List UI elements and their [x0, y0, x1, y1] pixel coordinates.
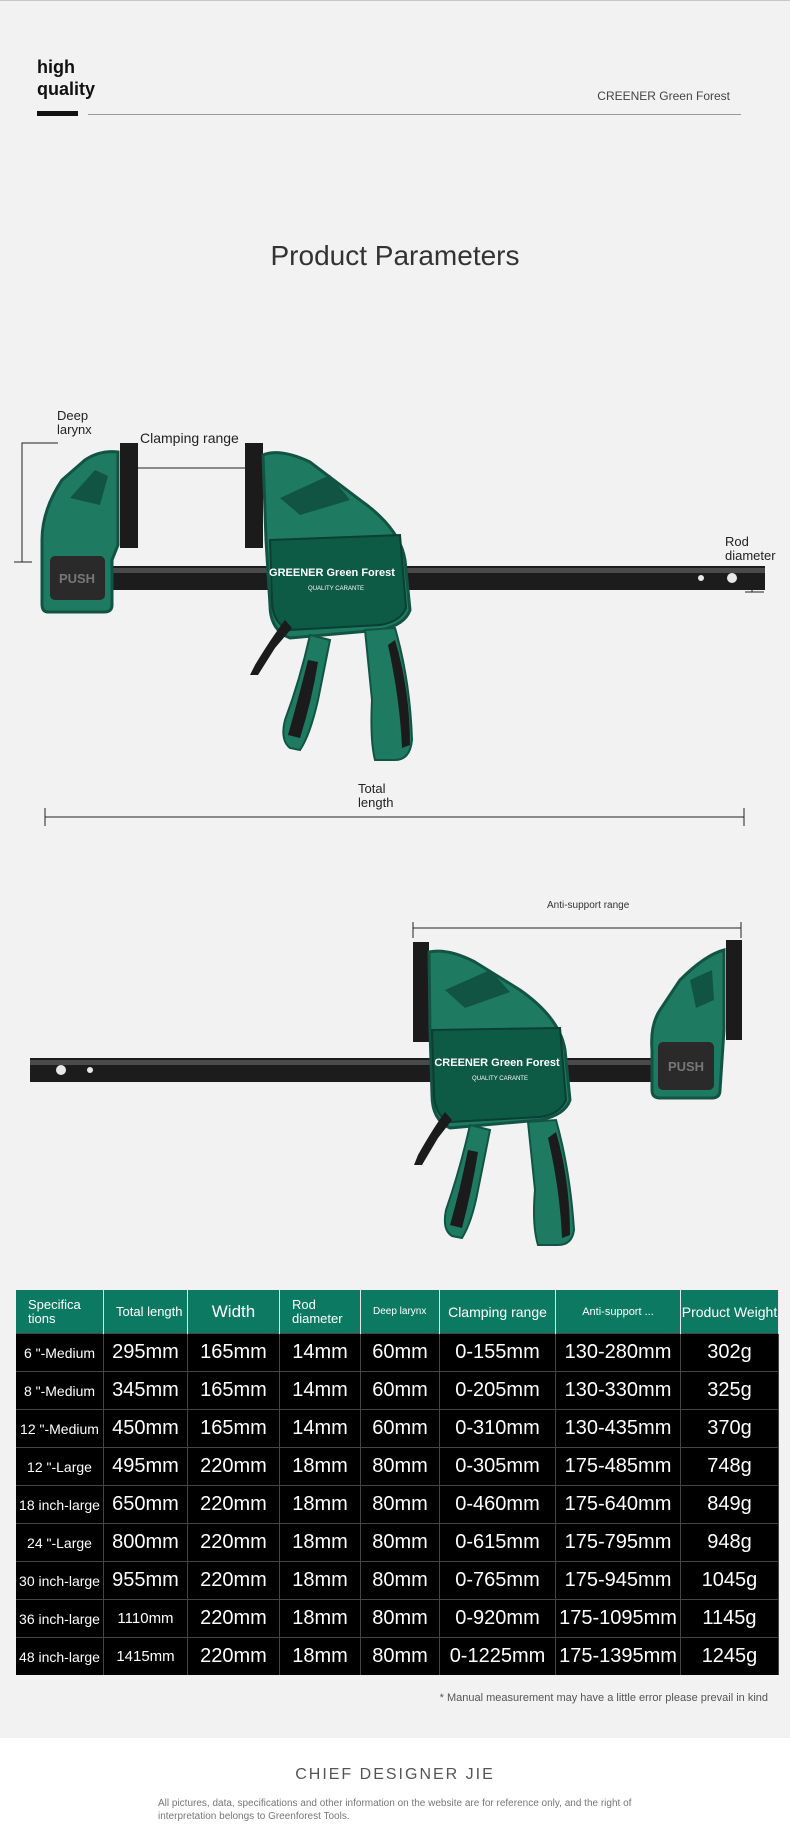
table-cell: 24 "-Large	[16, 1524, 104, 1562]
table-cell: 36 inch-large	[16, 1600, 104, 1638]
table-row	[16, 1372, 779, 1410]
table-cell: 800mm	[104, 1524, 188, 1562]
total-length-label: Total length	[358, 781, 394, 810]
table-cell: 175-945mm	[556, 1562, 681, 1600]
table-cell: 0-1225mm	[440, 1638, 556, 1676]
table-cell: 80mm	[361, 1600, 440, 1638]
col-width: Width	[188, 1290, 280, 1334]
table-cell: 955mm	[104, 1562, 188, 1600]
table-row	[16, 1562, 779, 1600]
table-cell: 80mm	[361, 1638, 440, 1676]
table-row	[16, 1600, 779, 1638]
clamp-illustration-1	[0, 0, 790, 830]
table-cell: 80mm	[361, 1524, 440, 1562]
table-cell: 0-765mm	[440, 1562, 556, 1600]
table-cell: 8 "-Medium	[16, 1372, 104, 1410]
table-cell: 175-640mm	[556, 1486, 681, 1524]
table-row	[16, 1410, 779, 1448]
table-cell: 0-155mm	[440, 1334, 556, 1372]
col-anti-support: Anti-support ...	[556, 1290, 681, 1334]
quality-line-2: quality	[37, 79, 96, 99]
page-title: Product Parameters	[270, 240, 520, 271]
table-row	[16, 1524, 779, 1562]
table-cell: 12 "-Medium	[16, 1410, 104, 1448]
col-deep-larynx: Deep larynx	[361, 1290, 440, 1334]
table-cell: 14mm	[280, 1334, 361, 1372]
table-cell: 0-460mm	[440, 1486, 556, 1524]
table-cell: 1110mm	[104, 1600, 188, 1638]
disclaimer: All pictures, data, specifications and other information on the website are for reference only, and the right of interpretation belongs to Greenforest Tools.	[158, 1798, 632, 1822]
table-cell: 220mm	[188, 1600, 280, 1638]
table-cell: 0-310mm	[440, 1410, 556, 1448]
table-cell: 18mm	[280, 1562, 361, 1600]
table-cell: 0-205mm	[440, 1372, 556, 1410]
table-cell: 130-330mm	[556, 1372, 681, 1410]
svg-text:PUSH: PUSH	[58, 571, 96, 586]
clamping-range-label: Clamping range	[140, 430, 239, 446]
table-cell: 14mm	[280, 1372, 361, 1410]
table-cell: 14mm	[280, 1410, 361, 1448]
table-cell: 18mm	[280, 1486, 361, 1524]
col-total-length: Total length	[104, 1290, 188, 1334]
table-cell: 748g	[681, 1448, 779, 1486]
table-cell: 220mm	[188, 1524, 280, 1562]
table-cell: 130-280mm	[556, 1334, 681, 1372]
table-cell: 295mm	[104, 1334, 188, 1372]
table-cell: 1045g	[681, 1562, 779, 1600]
table-cell: 0-920mm	[440, 1600, 556, 1638]
quality-line-1: high	[37, 57, 75, 77]
table-cell: 130-435mm	[556, 1410, 681, 1448]
table-cell: 18 inch-large	[16, 1486, 104, 1524]
table-cell: 60mm	[361, 1334, 440, 1372]
table-cell: 48 inch-large	[16, 1638, 104, 1676]
footer	[0, 1738, 790, 1841]
table-cell: 165mm	[188, 1372, 280, 1410]
table-cell: 325g	[681, 1372, 779, 1410]
table-cell: 948g	[681, 1524, 779, 1562]
table-cell: 370g	[681, 1410, 779, 1448]
table-row	[16, 1638, 779, 1676]
table-cell: 220mm	[188, 1562, 280, 1600]
table-cell: 30 inch-large	[16, 1562, 104, 1600]
spec-table	[16, 1290, 779, 1675]
table-cell: 345mm	[104, 1372, 188, 1410]
table-row	[16, 1334, 779, 1372]
table-cell: 302g	[681, 1334, 779, 1372]
table-cell: 165mm	[188, 1334, 280, 1372]
svg-text:PUSH: PUSH	[667, 1059, 705, 1074]
table-cell: 80mm	[361, 1448, 440, 1486]
table-cell: 165mm	[188, 1410, 280, 1448]
table-cell: 18mm	[280, 1600, 361, 1638]
table-cell: 60mm	[361, 1372, 440, 1410]
svg-text:GREENER Green Forest: GREENER Green Forest	[269, 567, 395, 579]
table-cell: 6 "-Medium	[16, 1334, 104, 1372]
table-cell: 18mm	[280, 1448, 361, 1486]
table-row	[16, 1448, 779, 1486]
col-rod-diameter: Rod diameter	[280, 1290, 361, 1334]
table-cell: 18mm	[280, 1638, 361, 1676]
table-cell: 18mm	[280, 1524, 361, 1562]
table-cell: 1245g	[681, 1638, 779, 1676]
anti-support-range-label: Anti-support range	[547, 900, 630, 911]
table-cell: 0-305mm	[440, 1448, 556, 1486]
col-specifications: Specifica tions	[16, 1290, 104, 1334]
table-cell: 220mm	[188, 1638, 280, 1676]
table-cell: 450mm	[104, 1410, 188, 1448]
table-cell: 60mm	[361, 1410, 440, 1448]
table-cell: 650mm	[104, 1486, 188, 1524]
table-row	[16, 1486, 779, 1524]
table-cell: 0-615mm	[440, 1524, 556, 1562]
col-product-weight: Product Weight	[681, 1290, 779, 1334]
clamp-illustration-2	[0, 900, 790, 1260]
rod-diameter-label: Rod diameter	[725, 534, 776, 563]
table-body	[16, 1334, 779, 1676]
table-cell: 175-1095mm	[556, 1600, 681, 1638]
table-cell: 220mm	[188, 1448, 280, 1486]
deep-larynx-label: Deep larynx	[57, 408, 92, 437]
table-cell: 1415mm	[104, 1638, 188, 1676]
svg-text:QUALITY CARANTE: QUALITY CARANTE	[472, 1076, 528, 1082]
measurement-note: * Manual measurement may have a little error please prevail in kind	[439, 1692, 768, 1704]
svg-text:QUALITY CARANTE: QUALITY CARANTE	[308, 586, 364, 592]
table-cell: 175-1395mm	[556, 1638, 681, 1676]
table-cell: 220mm	[188, 1486, 280, 1524]
table-cell: 12 "-Large	[16, 1448, 104, 1486]
svg-text:CREENER Green Forest: CREENER Green Forest	[434, 1057, 560, 1069]
table-cell: 175-795mm	[556, 1524, 681, 1562]
table-cell: 80mm	[361, 1486, 440, 1524]
table-cell: 849g	[681, 1486, 779, 1524]
designer-credit: CHIEF DESIGNER JIE	[295, 1766, 495, 1783]
col-clamping-range: Clamping range	[440, 1290, 556, 1334]
table-cell: 175-485mm	[556, 1448, 681, 1486]
brand-name: CREENER Green Forest	[597, 89, 730, 103]
table-header-row	[16, 1290, 779, 1334]
table-cell: 80mm	[361, 1562, 440, 1600]
table-cell: 495mm	[104, 1448, 188, 1486]
table-cell: 1145g	[681, 1600, 779, 1638]
